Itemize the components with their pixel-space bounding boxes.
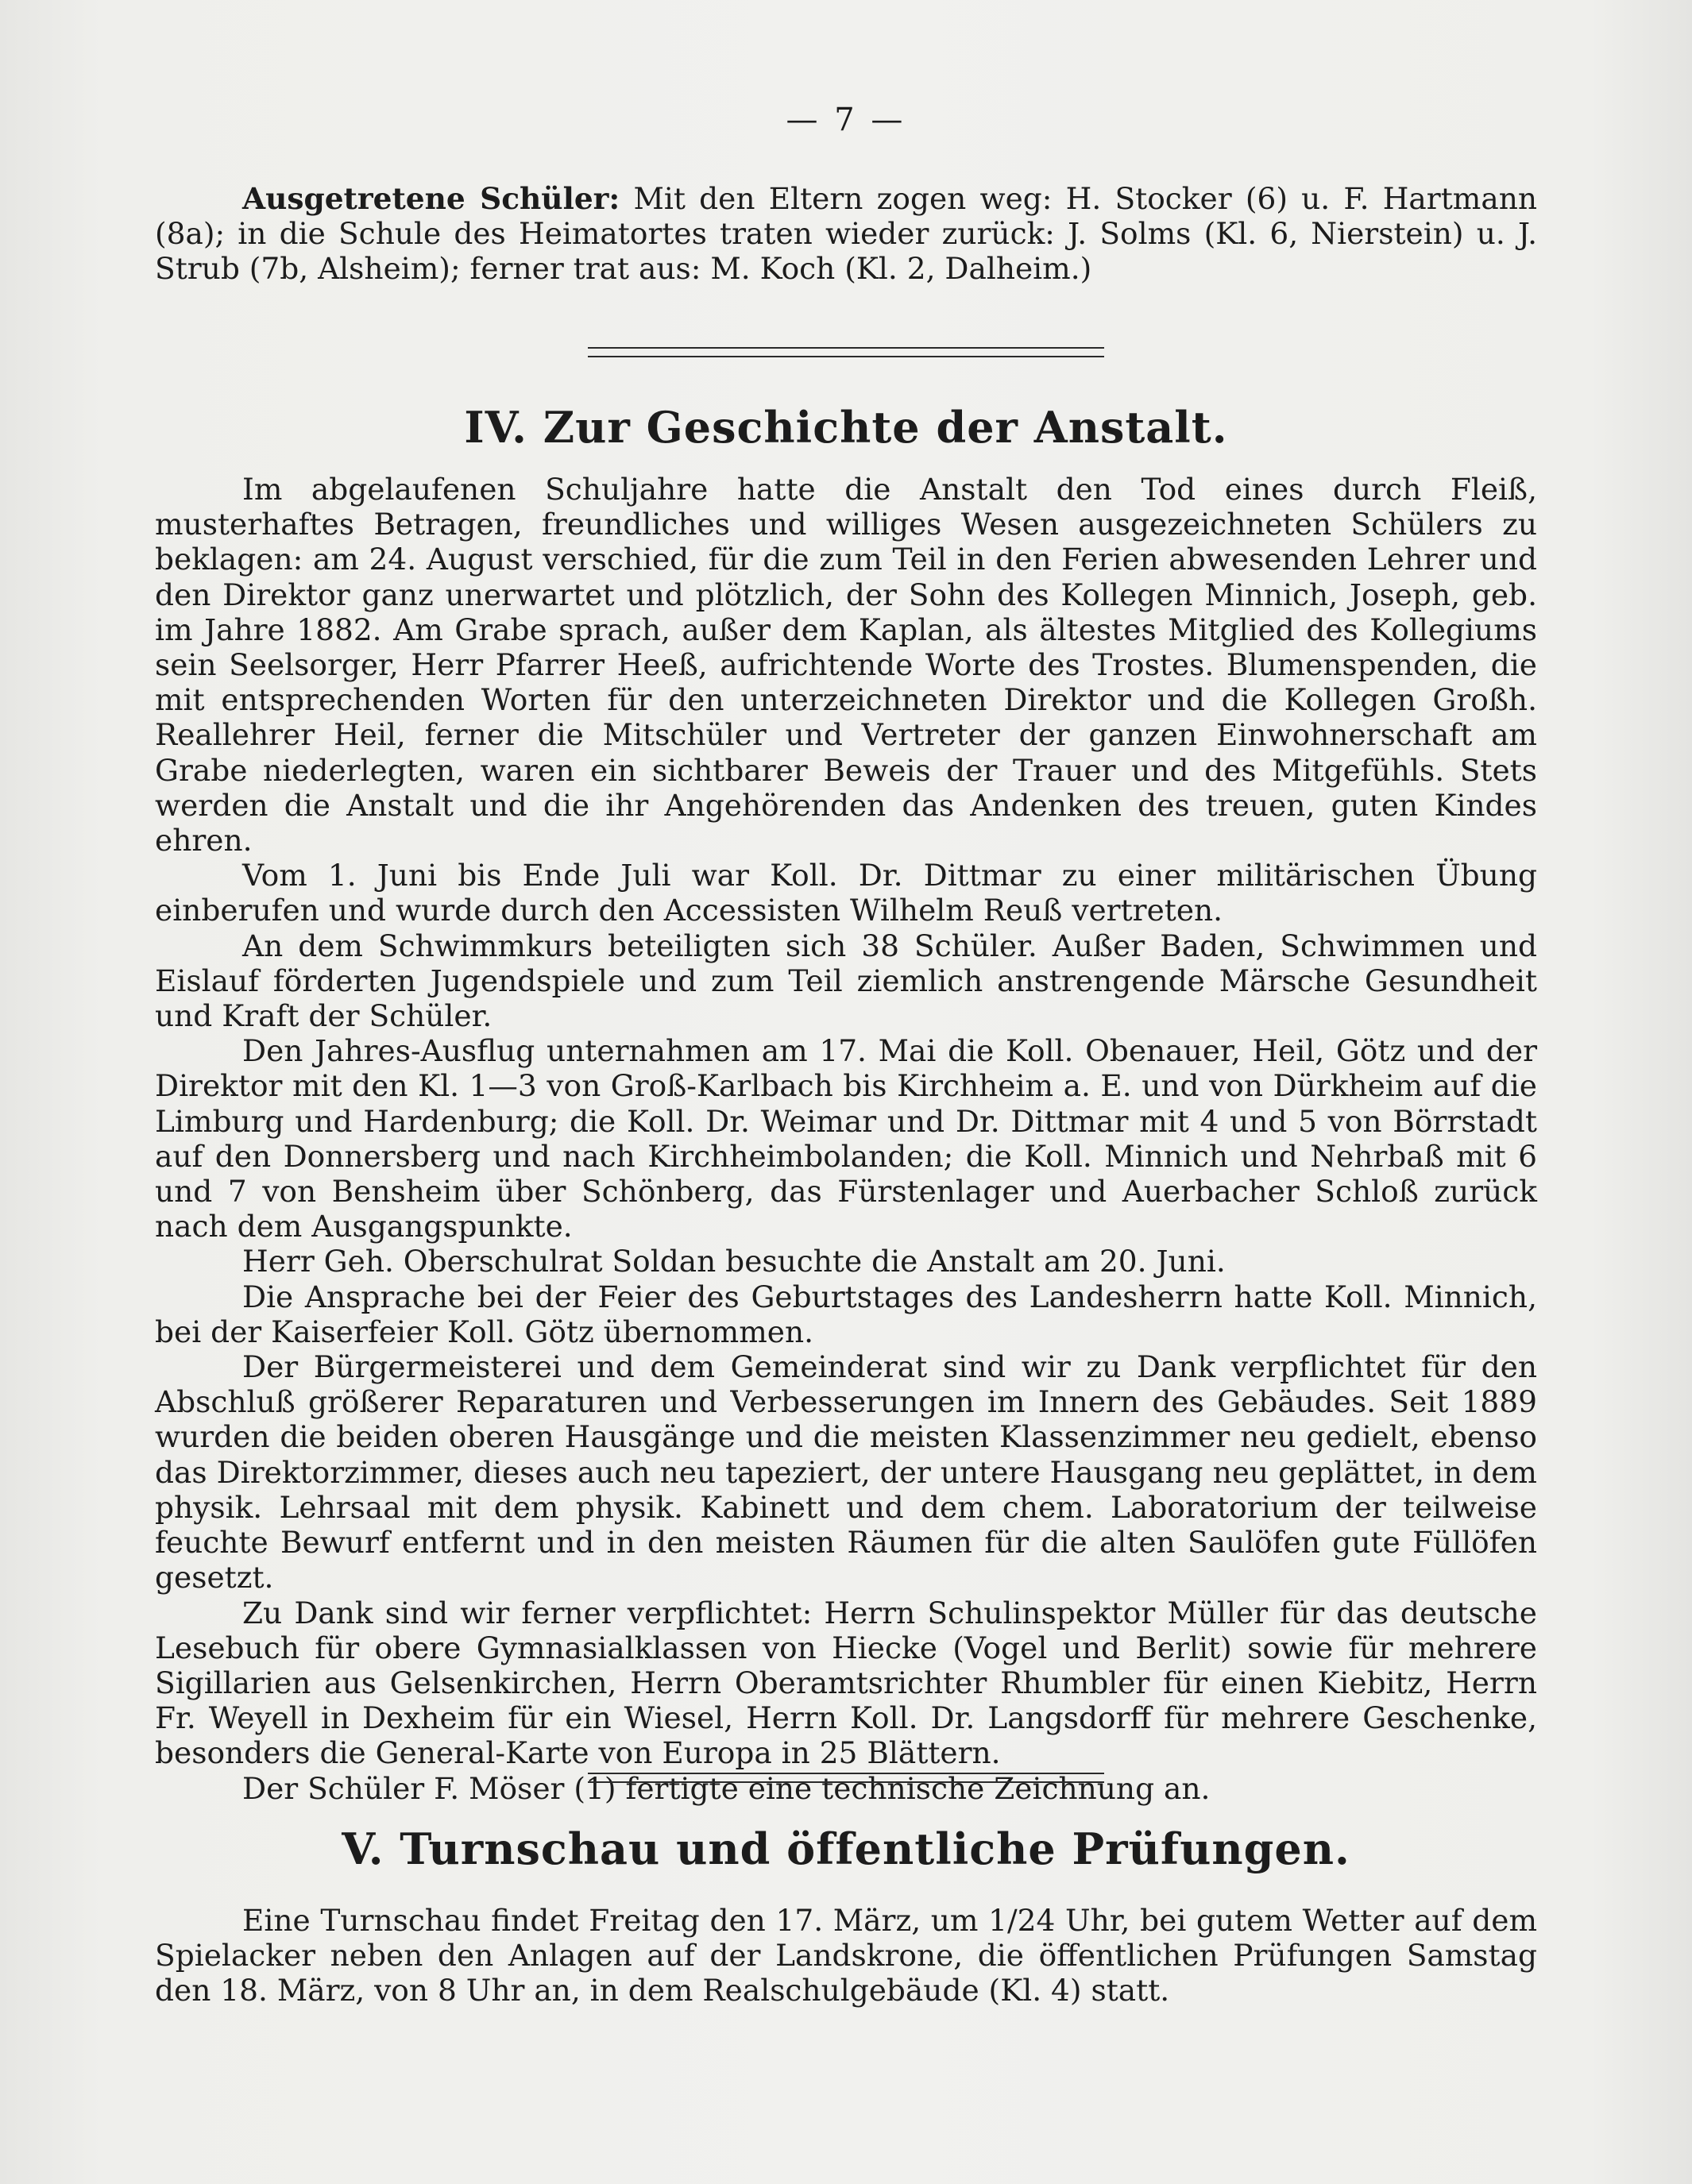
departed-students-block: [155, 181, 1537, 287]
paragraph-donations: Zu Dank sind wir ferner verpflichtet: Herrn Schulinspektor Müller für das deutsche Lesebuch für obere Gymnasialklassen von Hiecke (Vogel und Berlit) sowie für mehrere Sigillarien aus Gelsenkirchen, Herrn Oberamtsrichter Rhumbler für einen Kiebitz, Herrn Fr. Weyell in Dexheim für ein Wiesel, Herrn Koll. Dr. Langsdorff für mehrere Geschenke, besonders die General-Karte von Europa in 25 Blättern.: [155, 1595, 1537, 1771]
paragraph-swimming: An dem Schwimmkurs beteiligten sich 38 Schüler. Außer Baden, Schwimmen und Eislauf förderten Jugendspiele und zum Teil ziemlich anstrengende Märsche Gesundheit und Kraft der Schüler.: [155, 928, 1537, 1034]
section-5-heading: V. Turnschau und öffentliche Prüfungen.: [342, 1823, 1350, 1874]
departed-students-text: Mit den Eltern zogen weg: H. Stocker (6) u. F. Hartmann (8a); in die Schule des Heimatortes traten wieder zurück: J. Solms (Kl. 6, Nierstein) u. J. Strub (7b, Alsheim); ferner trat aus: M. Koch (Kl. 2, Dalheim.): [155, 181, 1537, 287]
paragraph-celebrations: Die Ansprache bei der Feier des Geburtstages des Landesherrn hatte Koll. Minnich, bei der Kaiserfeier Koll. Götz übernommen.: [155, 1279, 1537, 1349]
section-divider: [588, 347, 1104, 357]
departed-students-label: Ausgetretene Schüler:: [242, 181, 620, 216]
paragraph-building-repairs: Der Bürgermeisterei und dem Gemeinderat sind wir zu Dank verpflichtet für den Abschluß größerer Reparaturen und Verbesserungen im Innern des Gebäudes. Seit 1889 wurden die beiden oberen Hausgänge und die meisten Klassenzimmer neu gedielt, ebenso das Direktorzimmer, dieses auch neu tapeziert, der untere Hausgang neu geplättet, in dem physik. Lehrsaal mit dem physik. Kabinett und dem chem. Laboratorium der teilweise feuchte Bewurf entfernt und in den meisten Räumen für die alten Saulöfen gute Füllöfen gesetzt.: [155, 1349, 1537, 1596]
paragraph-technical-drawing: Der Schüler F. Möser (1) fertigte eine technische Zeichnung an.: [242, 1770, 1211, 1806]
paragraph-inspection-visit: Herr Geh. Oberschulrat Soldan besuchte die Anstalt am 20. Juni.: [242, 1244, 1226, 1279]
paragraph-gymnastics-exams: Eine Turnschau findet Freitag den 17. März, um 1/24 Uhr, bei gutem Wetter auf dem Spielacker neben den Anlagen auf der Landskrone, die öffentlichen Prüfungen Samstag den 18. März, von 8 Uhr an, in dem Realschulgebäude (Kl. 4) statt.: [155, 1903, 1537, 2008]
departed-students-paragraph: [155, 181, 1537, 287]
section-5-body: [155, 1903, 1537, 2008]
section-4-body: [155, 472, 1537, 1806]
paragraph-military-service: Vom 1. Juni bis Ende Juli war Koll. Dr. Dittmar zu einer militärischen Übung einberufen und wurde durch den Accessisten Wilhelm Reuß vertreten.: [155, 858, 1537, 928]
section-4-heading: IV. Zur Geschichte der Anstalt.: [464, 402, 1228, 453]
paragraph-excursion: Den Jahres-Ausflug unternahmen am 17. Mai die Koll. Obenauer, Heil, Götz und der Direktor mit den Kl. 1—3 von Groß-Karlbach bis Kirchheim a. E. und von Dürkheim auf die Limburg und Hardenburg; die Koll. Dr. Weimar und Dr. Dittmar mit 4 und 5 von Börrstadt auf den Donnersberg und nach Kirchheimbolanden; die Koll. Minnich und Nehrbaß mit 6 und 7 von Bensheim über Schönberg, das Fürstenlager und Auerbacher Schloß zurück nach dem Ausgangspunkte.: [155, 1033, 1537, 1244]
paragraph-death-notice: Im abgelaufenen Schuljahre hatte die Anstalt den Tod eines durch Fleiß, musterhaftes Betragen, freundliches und williges Wesen ausgezeichneten Schülers zu beklagen: am 24. August verschied, für die zum Teil in den Ferien abwesenden Lehrer und den Direktor ganz unerwartet und plötzlich, der Sohn des Kollegen Minnich, Joseph, geb. im Jahre 1882. Am Grabe sprach, außer dem Kaplan, als ältestes Mitglied des Kollegiums sein Seelsorger, Herr Pfarrer Heeß, aufrichtende Worte des Trostes. Blumenspenden, die mit entsprechenden Worten für den unterzeichneten Direktor und die Kollegen Großh. Reallehrer Heil, ferner die Mitschüler und Vertreter der ganzen Einwohnerschaft am Grabe niederlegten, waren ein sichtbarer Beweis der Trauer und des Mitgefühls. Stets werden die Anstalt und die ihr Angehörenden das Andenken des treuen, guten Kindes ehren.: [155, 472, 1537, 859]
page-number: — 7 —: [786, 102, 906, 138]
section-divider: [588, 1773, 1104, 1783]
